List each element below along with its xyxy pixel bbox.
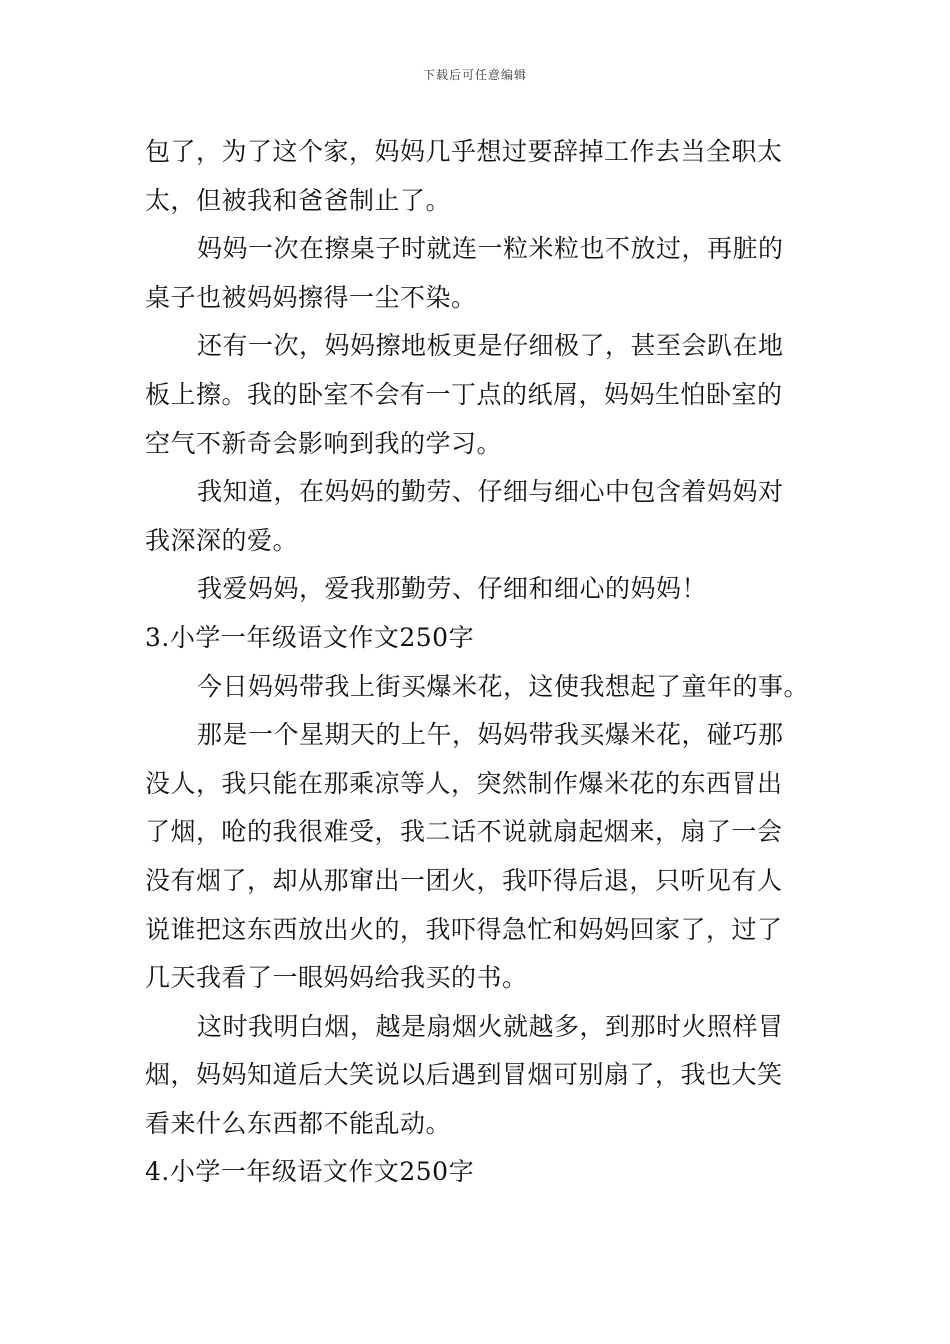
text-line: 桌子也被妈妈擦得一尘不染。 [145, 282, 477, 312]
text-line: 3.小学一年级语文作文250字 [145, 622, 475, 652]
text-line: 看来什么东西都不能乱动。 [145, 1108, 452, 1138]
text-line: 我知道，在妈妈的勤劳、仔细与细心中包含着妈妈对 [197, 477, 784, 507]
text-line: 妈妈一次在擦桌子时就连一粒米粒也不放过，再脏的 [197, 234, 784, 264]
text-line: 那是一个星期天的上午，妈妈带我买爆米花，碰巧那 [197, 720, 784, 750]
text-line: 还有一次，妈妈擦地板更是仔细极了，甚至会趴在地 [197, 331, 784, 361]
text-line: 没有烟了，却从那窜出一团火，我吓得后退，只听见有人 [145, 865, 783, 895]
text-line: 我爱妈妈，爱我那勤劳、仔细和细心的妈妈！ [197, 574, 708, 604]
text-line: 烟，妈妈知道后大笑说以后遇到冒烟可别扇了，我也大笑 [145, 1060, 783, 1090]
text-line: 这时我明白烟，越是扇烟火就越多，到那时火照样冒 [197, 1011, 784, 1041]
text-line: 包了，为了这个家，妈妈几乎想过要辞掉工作去当全职太 [145, 137, 783, 166]
text-line: 了烟，呛的我很难受，我二话不说就扇起烟来，扇了一会 [145, 817, 783, 847]
text-line: 没人，我只能在那乘凉等人，突然制作爆米花的东西冒出 [145, 768, 783, 798]
document-body [145, 128, 810, 1197]
text-line: 我深深的爱。 [145, 525, 299, 555]
page-header: 下载后可任意编辑 [422, 68, 527, 82]
text-line: 今日妈妈带我上街买爆米花，这使我想起了童年的事。 [197, 671, 810, 701]
text-line: 说谁把这东西放出火的，我吓得急忙和妈妈回家了，过了 [145, 914, 783, 944]
text-line: 4.小学一年级语文作文250字 [145, 1157, 475, 1187]
text-line: 几天我看了一眼妈妈给我买的书。 [145, 963, 528, 993]
text-line: 太，但被我和爸爸制止了。 [145, 185, 452, 215]
text-line: 板上擦。我的卧室不会有一丁点的纸屑，妈妈生怕卧室的 [145, 379, 783, 409]
text-line: 空气不新奇会影响到我的学习。 [145, 428, 503, 458]
